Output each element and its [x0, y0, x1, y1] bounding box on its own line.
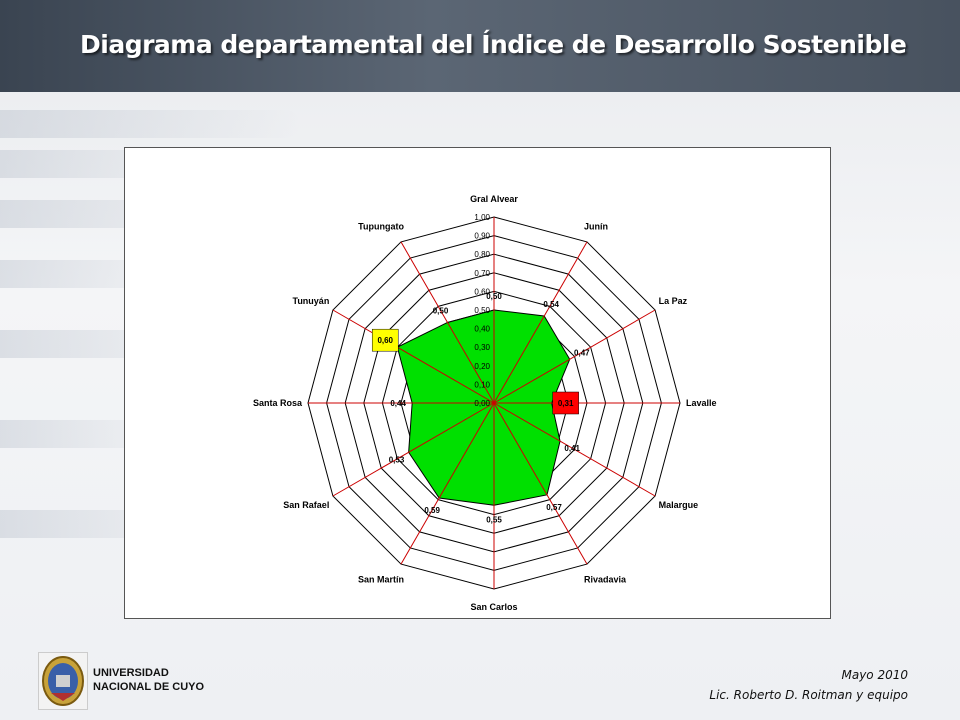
footer-credits: [709, 665, 908, 705]
data-label: 0,53: [388, 455, 405, 465]
data-label: 0,57: [546, 502, 562, 512]
tick-label: 1,00: [474, 213, 490, 222]
university-name: [93, 666, 204, 694]
data-label: 0,54: [543, 299, 560, 309]
university-line-2: NACIONAL DE CUYO: [93, 681, 205, 693]
category-label: Gral Alvear: [470, 194, 518, 204]
footer-author: Lic. Roberto D. Roitman y equipo: [709, 688, 908, 702]
data-label: 0,59: [424, 506, 440, 516]
tick-label: 0,60: [474, 287, 490, 297]
category-label: San Martín: [357, 574, 404, 585]
category-label: Malargue: [658, 500, 699, 510]
data-label: 0,60: [377, 336, 394, 346]
category-label: La Paz: [658, 296, 688, 306]
data-label: 0,41: [564, 444, 580, 454]
tick-label: 0,80: [474, 250, 490, 260]
data-label: 0,47: [574, 348, 590, 358]
data-label: 0,55: [486, 515, 502, 525]
page-title: Diagrama departamental del Índice de Desarrollo Sostenible: [80, 30, 907, 59]
category-label: Lavalle: [686, 398, 717, 408]
header-bar: [0, 0, 960, 92]
tick-label: 0,90: [474, 231, 490, 241]
category-label: Junín: [584, 221, 608, 232]
category-label: Tunuyán: [292, 296, 330, 306]
tick-label: 0,20: [474, 361, 490, 371]
data-label: 0,50: [432, 306, 449, 316]
tick-label: 0,70: [474, 268, 490, 278]
university-line-1: UNIVERSIDAD: [93, 667, 169, 679]
data-label: 0,44: [390, 399, 406, 408]
data-label: 0,50: [486, 292, 502, 301]
category-label: Rivadavia: [584, 574, 627, 585]
tick-label: 0,30: [474, 343, 490, 353]
tick-label: 0,40: [474, 324, 490, 334]
tick-label: 0,10: [474, 380, 490, 390]
tick-label: 0,00: [474, 399, 490, 408]
category-label: Santa Rosa: [252, 398, 302, 408]
chart-frame: [124, 147, 831, 619]
category-label: Tupungato: [358, 221, 404, 232]
category-label: San Carlos: [470, 602, 518, 612]
footer-date: Mayo 2010: [841, 668, 908, 682]
data-label: 0,31: [557, 399, 574, 408]
university-logo: [38, 652, 88, 710]
radar-chart: [125, 148, 830, 618]
tick-label: 0,50: [474, 306, 490, 315]
category-label: San Rafael: [283, 500, 330, 510]
